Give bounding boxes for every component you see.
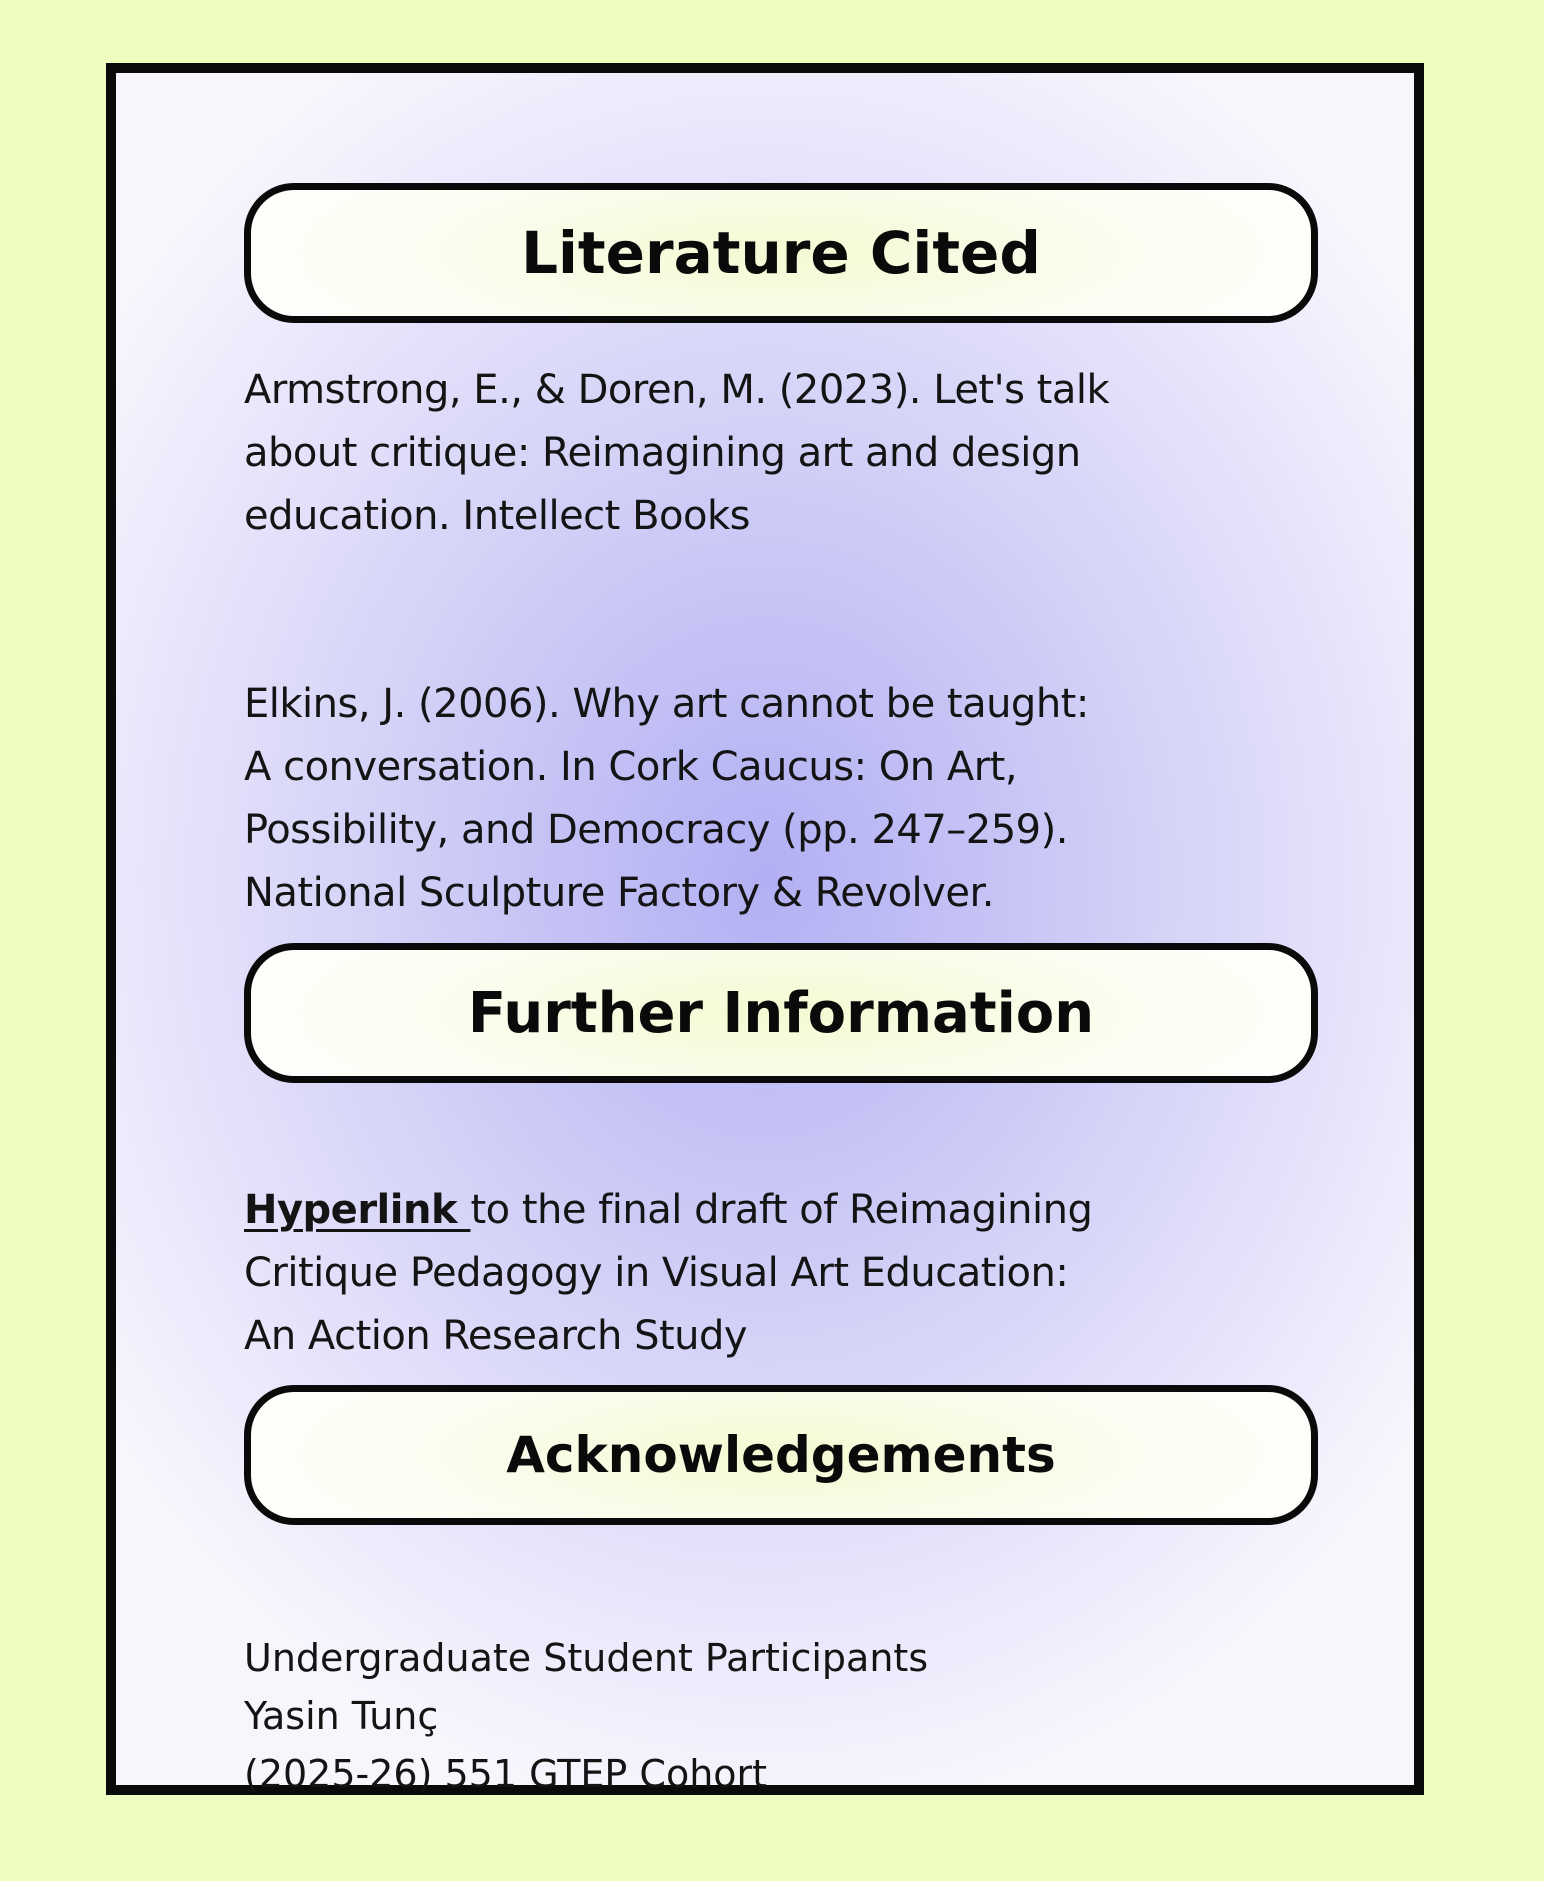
- literature-cited-title: Literature Cited: [521, 219, 1041, 287]
- citation-armstrong: [244, 359, 1318, 548]
- citation-line: A conversation. In Cork Caucus: On Art,: [244, 744, 1018, 790]
- further-information-header: [244, 943, 1318, 1083]
- literature-cited-header: [244, 183, 1318, 323]
- hyperlink-final-draft[interactable]: Hyperlink: [244, 1187, 471, 1233]
- further-information-title: Further Information: [467, 980, 1095, 1046]
- citation-elkins: [244, 673, 1318, 925]
- citation-line: education. Intellect Books: [244, 493, 750, 539]
- acknowledgements-title: Acknowledgements: [506, 1426, 1056, 1484]
- ack-line: (2025-26) 551 GTEP Cohort: [244, 1752, 768, 1796]
- info-line: [244, 1179, 1318, 1242]
- citation-line: Armstrong, E., & Doren, M. (2023). Let's talk: [244, 367, 1110, 413]
- further-information-text: [244, 1179, 1318, 1368]
- citation-line: about critique: Reimagining art and design: [244, 430, 1081, 476]
- ack-line: Undergraduate Student Participants: [244, 1636, 929, 1680]
- info-line: Critique Pedagogy in Visual Art Education:: [244, 1250, 1069, 1296]
- acknowledgements-text: [244, 1629, 1318, 1803]
- info-line: An Action Research Study: [244, 1313, 748, 1359]
- info-line-rest: to the final draft of Reimagining: [470, 1187, 1093, 1233]
- citation-line: Possibility, and Democracy (pp. 247–259).: [244, 807, 1068, 853]
- poster-panel: [106, 63, 1424, 1795]
- acknowledgements-header: [244, 1385, 1318, 1525]
- citation-line: Elkins, J. (2006). Why art cannot be taught:: [244, 681, 1089, 727]
- ack-line: Yasin Tunç: [244, 1694, 439, 1738]
- citation-line: National Sculpture Factory & Revolver.: [244, 870, 994, 916]
